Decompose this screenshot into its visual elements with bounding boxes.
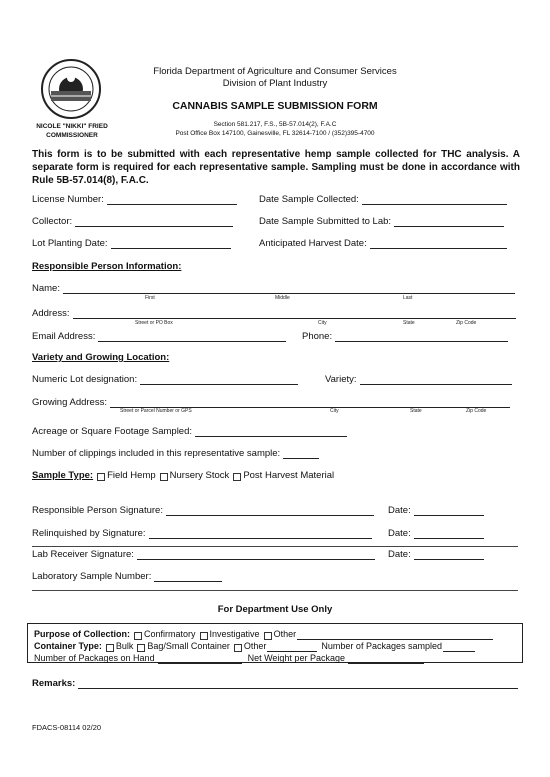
nursery-stock-label: Nursery Stock — [169, 470, 230, 481]
statute-reference: Section 581.217, F.S., 5B-57.014(2), F.A.C — [213, 121, 337, 128]
remarks-field[interactable] — [32, 678, 518, 689]
relinquished-signature-field[interactable] — [32, 528, 372, 539]
caption-city: City — [318, 320, 327, 326]
variety-heading: Variety and Growing Location: — [32, 352, 170, 363]
relinquished-date-field[interactable] — [388, 528, 484, 539]
caption-growing-state: State — [410, 408, 422, 414]
packages-on-hand-input[interactable] — [158, 654, 242, 664]
date-submitted-input[interactable] — [394, 216, 504, 227]
packages-row — [34, 652, 516, 664]
division-name: Division of Plant Industry — [222, 78, 328, 89]
responsible-date-input[interactable] — [414, 505, 484, 516]
caption-first: First — [145, 295, 155, 301]
responsible-date-label: Date: — [388, 505, 411, 516]
container-row — [34, 640, 516, 652]
remarks-input[interactable] — [78, 678, 518, 689]
caption-street-gps: Street or Parcel Number or GPS — [120, 408, 192, 414]
other-container-label: Other — [243, 641, 267, 651]
receiver-signature-field[interactable] — [32, 549, 375, 560]
phone-field[interactable] — [302, 331, 508, 342]
caption-growing-city: City — [330, 408, 339, 414]
variety-input[interactable] — [360, 374, 512, 385]
form-number: FDACS-08114 02/20 — [32, 723, 102, 732]
responsible-signature-field[interactable] — [32, 505, 374, 516]
growing-address-field[interactable] — [32, 397, 510, 408]
packages-sampled-input[interactable] — [443, 642, 475, 652]
official-title: COMMISSIONER — [46, 132, 98, 139]
growing-address-input[interactable] — [110, 397, 510, 408]
collector-label: Collector: — [32, 216, 73, 227]
phone-input[interactable] — [335, 331, 508, 342]
confirmatory-checkbox[interactable] — [134, 632, 142, 640]
receiver-signature-label: Lab Receiver Signature: — [32, 549, 134, 560]
other-purpose-input[interactable] — [297, 630, 493, 640]
responsible-signature-input[interactable] — [166, 505, 374, 516]
official-name: NICOLE "NIKKI" FRIED — [36, 123, 108, 130]
divider — [32, 546, 518, 547]
acreage-input[interactable] — [195, 426, 347, 437]
relinquished-signature-label: Relinquished by Signature: — [32, 528, 146, 539]
acreage-field[interactable] — [32, 426, 347, 437]
lab-sample-number-field[interactable] — [32, 571, 222, 582]
address-label: Address: — [32, 308, 70, 319]
caption-growing-zip: Zip Code — [466, 408, 487, 414]
net-weight-input[interactable] — [348, 654, 424, 664]
email-field[interactable] — [32, 331, 286, 342]
responsible-signature-label: Responsible Person Signature: — [32, 505, 163, 516]
caption-zip: Zip Code — [456, 320, 477, 326]
acreage-label: Acreage or Square Footage Sampled: — [32, 426, 193, 437]
email-input[interactable] — [98, 331, 286, 342]
relinquished-signature-input[interactable] — [149, 528, 372, 539]
packages-sampled-label: Number of Packages sampled — [321, 641, 442, 651]
license-number-label: License Number: — [32, 194, 104, 205]
anticipated-harvest-input[interactable] — [370, 238, 507, 249]
department-use-box — [27, 623, 523, 663]
caption-state: State — [403, 320, 415, 326]
nursery-stock-checkbox[interactable] — [160, 473, 168, 481]
other-container-input[interactable] — [267, 642, 317, 652]
bulk-checkbox[interactable] — [106, 644, 114, 652]
date-submitted-label: Date Sample Submitted to Lab: — [259, 216, 392, 227]
anticipated-harvest-label: Anticipated Harvest Date: — [259, 238, 367, 249]
net-weight-label: Net Weight per Package — [247, 653, 345, 663]
lot-planting-date-field[interactable] — [32, 238, 231, 249]
relinquished-date-label: Date: — [388, 528, 411, 539]
mailing-address: Post Office Box 147100, Gainesville, FL 32614-7100 / (352)395-4700 — [175, 130, 375, 137]
date-submitted-field[interactable] — [259, 216, 504, 227]
confirmatory-label: Confirmatory — [144, 629, 196, 639]
sample-type-heading: Sample Type: — [32, 470, 94, 481]
investigative-checkbox[interactable] — [200, 632, 208, 640]
relinquished-date-input[interactable] — [414, 528, 484, 539]
bulk-label: Bulk — [115, 641, 134, 651]
purpose-row — [34, 628, 516, 640]
sample-type-row — [32, 470, 334, 481]
variety-field[interactable] — [325, 374, 512, 385]
other-purpose-label: Other — [273, 629, 297, 639]
growing-address-label: Growing Address: — [32, 397, 107, 408]
anticipated-harvest-field[interactable] — [259, 238, 507, 249]
clippings-input[interactable] — [283, 448, 319, 459]
name-field[interactable] — [32, 283, 515, 294]
lot-designation-field[interactable] — [32, 374, 298, 385]
instructions-text: This form is to be submitted with each representative hemp sample collected for THC analysis. A separate form is required for each representative sample. Sampling must be done in accordance with Rule 5B-57.014(8), F.A.C. — [32, 149, 520, 186]
department-use-heading: For Department Use Only — [217, 604, 333, 615]
post-harvest-label: Post Harvest Material — [243, 470, 335, 481]
lot-designation-label: Numeric Lot designation: — [32, 374, 138, 385]
investigative-label: Investigative — [209, 629, 260, 639]
clippings-field[interactable] — [32, 448, 319, 459]
receiver-date-field[interactable] — [388, 549, 484, 560]
agency-name: Florida Department of Agriculture and Consumer Services — [153, 66, 397, 77]
lab-sample-number-input[interactable] — [154, 571, 222, 582]
clippings-label: Number of clippings included in this representative sample: — [32, 448, 281, 459]
phone-label: Phone: — [302, 331, 333, 342]
packages-on-hand-label: Number of Packages on Hand — [34, 653, 155, 663]
variety-label: Variety: — [325, 374, 357, 385]
name-label: Name: — [32, 283, 60, 294]
field-hemp-checkbox[interactable] — [97, 473, 105, 481]
container-label: Container Type: — [34, 641, 102, 651]
form-title: CANNABIS SAMPLE SUBMISSION FORM — [172, 100, 378, 112]
other-purpose-checkbox[interactable] — [264, 632, 272, 640]
post-harvest-checkbox[interactable] — [233, 473, 241, 481]
divider — [32, 590, 518, 591]
receiver-date-input[interactable] — [414, 549, 484, 560]
address-input[interactable] — [73, 308, 516, 319]
license-number-field[interactable] — [32, 194, 237, 205]
address-field[interactable] — [32, 308, 516, 319]
date-collected-label: Date Sample Collected: — [259, 194, 359, 205]
lot-planting-date-label: Lot Planting Date: — [32, 238, 108, 249]
email-label: Email Address: — [32, 331, 96, 342]
department-seal-logo — [34, 58, 108, 120]
date-collected-field[interactable] — [259, 194, 507, 205]
responsible-heading: Responsible Person Information: — [32, 261, 182, 272]
caption-middle: Middle — [275, 295, 290, 301]
bag-checkbox[interactable] — [137, 644, 145, 652]
caption-last: Last — [403, 295, 413, 301]
receiver-signature-input[interactable] — [137, 549, 375, 560]
name-input[interactable] — [63, 283, 515, 294]
other-container-checkbox[interactable] — [234, 644, 242, 652]
lot-designation-input[interactable] — [140, 374, 298, 385]
remarks-label: Remarks: — [32, 678, 76, 689]
date-collected-input[interactable] — [362, 194, 507, 205]
responsible-date-field[interactable] — [388, 505, 484, 516]
caption-street: Street or PO Box — [135, 320, 173, 326]
bag-label: Bag/Small Container — [147, 641, 230, 651]
lot-planting-date-input[interactable] — [111, 238, 231, 249]
collector-input[interactable] — [75, 216, 233, 227]
collector-field[interactable] — [32, 216, 233, 227]
receiver-date-label: Date: — [388, 549, 411, 560]
lab-sample-number-label: Laboratory Sample Number: — [32, 571, 152, 582]
purpose-label: Purpose of Collection: — [34, 629, 131, 639]
license-number-input[interactable] — [107, 194, 237, 205]
field-hemp-label: Field Hemp — [107, 470, 156, 481]
